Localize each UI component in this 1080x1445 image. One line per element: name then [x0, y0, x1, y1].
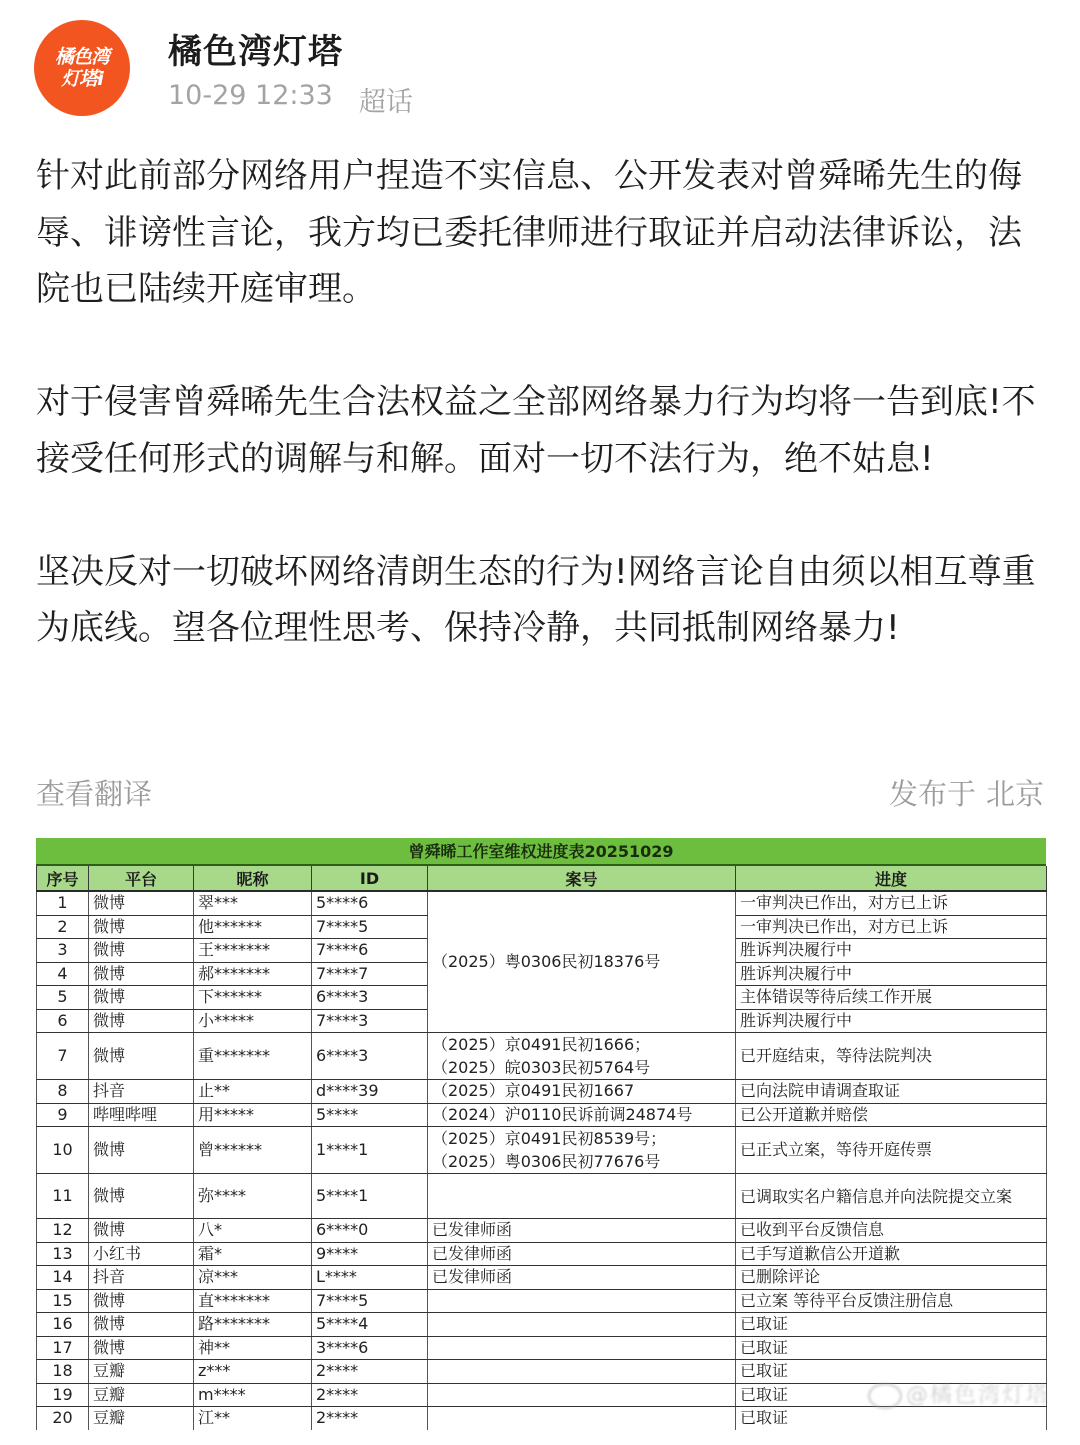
- table-row: [37, 1080, 1047, 1104]
- cell-id: 9****: [312, 1242, 428, 1266]
- cell-nickname: 弥****: [194, 1174, 312, 1219]
- cell-nickname: 霜*: [194, 1242, 312, 1266]
- post-timestamp: 10-29 12:33: [168, 80, 333, 111]
- cell-id: d****39: [312, 1080, 428, 1104]
- avatar-text-line1: 橘色湾: [54, 46, 109, 68]
- table-row: [37, 1289, 1047, 1313]
- cell-case: [428, 1336, 736, 1360]
- case-line: （2025）粤0306民初77676号: [432, 1152, 661, 1171]
- cell-id: 2****: [312, 1360, 428, 1384]
- cell-case: [428, 1360, 736, 1384]
- cell-id: 6****3: [312, 986, 428, 1010]
- cell-progress: 已收到平台反馈信息: [736, 1219, 1047, 1243]
- cell-nickname: 翠***: [194, 891, 312, 915]
- cell-no: 12: [37, 1219, 89, 1243]
- watermark-text: @橘色湾灯塔: [906, 1383, 1051, 1408]
- cell-nickname: 江**: [194, 1407, 312, 1430]
- cell-nickname: 他******: [194, 915, 312, 939]
- cell-case: [428, 1407, 736, 1430]
- post-header: [0, 0, 1080, 130]
- case-line: （2025）京0491民初8539号；: [432, 1129, 667, 1148]
- col-header-case: 案号: [428, 866, 736, 891]
- avatar[interactable]: [34, 20, 130, 116]
- cell-case: [428, 1383, 736, 1407]
- cell-nickname: 神**: [194, 1336, 312, 1360]
- table-row: [37, 1242, 1047, 1266]
- cell-progress: 已删除评论: [736, 1266, 1047, 1290]
- cell-platform: 豆瓣: [89, 1383, 194, 1407]
- cell-nickname: 直*******: [194, 1289, 312, 1313]
- cell-id: 7****5: [312, 915, 428, 939]
- cell-no: 4: [37, 962, 89, 986]
- table-header-row: [37, 866, 1047, 891]
- cell-platform: 微博: [89, 1313, 194, 1337]
- cell-progress: 已手写道歉信公开道歉: [736, 1242, 1047, 1266]
- avatar-text-line2: 灯塔i: [61, 68, 103, 90]
- table-row: [37, 1219, 1047, 1243]
- post-location: [889, 772, 1044, 813]
- table-row: [37, 1313, 1047, 1337]
- cell-platform: 微博: [89, 1033, 194, 1080]
- cell-platform: 微博: [89, 1127, 194, 1174]
- cell-no: 17: [37, 1336, 89, 1360]
- cell-progress: 已取证: [736, 1360, 1047, 1384]
- table-row: [37, 1127, 1047, 1174]
- case-line: （2025）京0491民初1666；: [432, 1035, 651, 1054]
- weibo-logo-icon: [868, 1383, 902, 1409]
- table-row: [37, 891, 1047, 915]
- post-paragraph-3: 坚决反对一切破坏网络清朗生态的行为!网络言论自由须以相互尊重为底线。望各位理性思考、保持冷静，共同抵制网络暴力!: [36, 551, 1036, 648]
- cell-platform: 微博: [89, 1009, 194, 1033]
- cell-no: 7: [37, 1033, 89, 1080]
- cell-no: 18: [37, 1360, 89, 1384]
- location-value: 北京: [985, 777, 1044, 811]
- cell-nickname: 重*******: [194, 1033, 312, 1080]
- cell-progress: 已向法院申请调查取证: [736, 1080, 1047, 1104]
- cell-no: 20: [37, 1407, 89, 1430]
- cell-nickname: 用*****: [194, 1103, 312, 1127]
- cell-no: 16: [37, 1313, 89, 1337]
- cell-no: 2: [37, 915, 89, 939]
- cell-progress: 已调取实名户籍信息并向法院提交立案: [736, 1174, 1047, 1219]
- cell-progress: 一审判决已作出，对方已上诉: [736, 891, 1047, 915]
- cell-id: 2****: [312, 1407, 428, 1430]
- cell-id: 2****: [312, 1383, 428, 1407]
- weibo-watermark: [868, 1378, 1050, 1409]
- cell-nickname: 郝*******: [194, 962, 312, 986]
- cell-platform: 微博: [89, 1289, 194, 1313]
- cell-progress: 胜诉判决履行中: [736, 1009, 1047, 1033]
- cell-progress: 胜诉判决履行中: [736, 962, 1047, 986]
- cell-progress: 已取证: [736, 1313, 1047, 1337]
- cell-nickname: 路*******: [194, 1313, 312, 1337]
- cell-platform: 哔哩哔哩: [89, 1103, 194, 1127]
- cell-platform: 小红书: [89, 1242, 194, 1266]
- cell-nickname: m****: [194, 1383, 312, 1407]
- cell-platform: 微博: [89, 939, 194, 963]
- cell-id: 7****6: [312, 939, 428, 963]
- cell-platform: 抖音: [89, 1080, 194, 1104]
- cell-progress: 已公开道歉并赔偿: [736, 1103, 1047, 1127]
- cell-id: 5****1: [312, 1174, 428, 1219]
- cell-platform: 豆瓣: [89, 1407, 194, 1430]
- cell-progress: 胜诉判决履行中: [736, 939, 1047, 963]
- table-row: [37, 1174, 1047, 1219]
- cell-id: 1****1: [312, 1127, 428, 1174]
- col-header-no: 序号: [37, 866, 89, 891]
- cell-case: [428, 1127, 736, 1174]
- translate-link[interactable]: 查看翻译: [36, 777, 153, 811]
- cell-progress: 已取证: [736, 1336, 1047, 1360]
- cell-id: 5****4: [312, 1313, 428, 1337]
- cell-no: 15: [37, 1289, 89, 1313]
- cell-nickname: 凉***: [194, 1266, 312, 1290]
- cell-platform: 微博: [89, 1219, 194, 1243]
- cell-case: （2025）京0491民初1667: [428, 1080, 736, 1104]
- cell-progress: 已取证: [736, 1383, 1047, 1407]
- sheet-title: 曾舜晞工作室维权进度表20251029: [36, 838, 1046, 866]
- cell-case: 已发律师函: [428, 1242, 736, 1266]
- cell-no: 8: [37, 1080, 89, 1104]
- cell-platform: 微博: [89, 962, 194, 986]
- cell-id: 6****0: [312, 1219, 428, 1243]
- table-row: [37, 1336, 1047, 1360]
- cell-nickname: 八*: [194, 1219, 312, 1243]
- post-paragraph-1: 针对此前部分网络用户捏造不实信息、公开发表对曾舜晞先生的侮辱、诽谤性言论，我方均已委托律师进行取证并启动法律诉讼，法院也已陆续开庭审理。: [36, 156, 1022, 309]
- cell-no: 10: [37, 1127, 89, 1174]
- cell-case: [428, 1033, 736, 1080]
- cell-nickname: 曾******: [194, 1127, 312, 1174]
- cell-progress: 主体错误等待后续工作开展: [736, 986, 1047, 1010]
- post-source-link[interactable]: 超话: [358, 87, 413, 118]
- cell-progress: 一审判决已作出，对方已上诉: [736, 915, 1047, 939]
- progress-table: [36, 866, 1047, 1430]
- cell-progress: 已开庭结束，等待法院判决: [736, 1033, 1047, 1080]
- cell-nickname: 王*******: [194, 939, 312, 963]
- cell-id: 5****6: [312, 891, 428, 915]
- cell-no: 14: [37, 1266, 89, 1290]
- post-paragraph-2: 对于侵害曾舜晞先生合法权益之全部网络暴力行为均将一告到底!不接受任何形式的调解与和解。面对一切不法行为，绝不姑息!: [36, 382, 1036, 479]
- cell-no: 19: [37, 1383, 89, 1407]
- cell-platform: 抖音: [89, 1266, 194, 1290]
- cell-no: 9: [37, 1103, 89, 1127]
- cell-no: 1: [37, 891, 89, 915]
- col-header-id: ID: [312, 866, 428, 891]
- cell-nickname: z***: [194, 1360, 312, 1384]
- col-header-nickname: 昵称: [194, 866, 312, 891]
- table-row: [37, 1407, 1047, 1430]
- cell-case-merged: （2025）粤0306民初18376号: [428, 891, 736, 1033]
- col-header-platform: 平台: [89, 866, 194, 891]
- cell-case: 已发律师函: [428, 1219, 736, 1243]
- cell-case: [428, 1174, 736, 1219]
- cell-case: [428, 1313, 736, 1337]
- cell-no: 3: [37, 939, 89, 963]
- cell-no: 5: [37, 986, 89, 1010]
- cell-id: 7****7: [312, 962, 428, 986]
- location-prefix: 发布于: [888, 777, 976, 811]
- cell-case: （2024）沪0110民诉前调24874号: [428, 1103, 736, 1127]
- cell-nickname: 下******: [194, 986, 312, 1010]
- cell-id: L****: [312, 1266, 428, 1290]
- cell-id: 5****: [312, 1103, 428, 1127]
- table-row: [37, 1266, 1047, 1290]
- cell-progress: 已正式立案，等待开庭传票: [736, 1127, 1047, 1174]
- cell-nickname: 止**: [194, 1080, 312, 1104]
- post-footer: [36, 772, 1044, 813]
- table-row: [37, 1103, 1047, 1127]
- cell-no: 11: [37, 1174, 89, 1219]
- cell-no: 6: [37, 1009, 89, 1033]
- table-row: [37, 1033, 1047, 1080]
- cell-no: 13: [37, 1242, 89, 1266]
- post-body: [36, 148, 1046, 657]
- post-meta: [168, 80, 413, 119]
- cell-id: 3****6: [312, 1336, 428, 1360]
- cell-platform: 微博: [89, 986, 194, 1010]
- cell-platform: 微博: [89, 915, 194, 939]
- cell-id: 7****5: [312, 1289, 428, 1313]
- cell-id: 7****3: [312, 1009, 428, 1033]
- cell-case: [428, 1289, 736, 1313]
- cell-platform: 微博: [89, 1174, 194, 1219]
- cell-id: 6****3: [312, 1033, 428, 1080]
- cell-nickname: 小*****: [194, 1009, 312, 1033]
- case-line: （2025）皖0303民初5764号: [432, 1058, 651, 1077]
- progress-table-image[interactable]: [36, 838, 1046, 1430]
- author-name[interactable]: 橘色湾灯塔: [168, 32, 343, 72]
- cell-progress: 已立案 等待平台反馈注册信息: [736, 1289, 1047, 1313]
- cell-platform: 豆瓣: [89, 1360, 194, 1384]
- cell-progress: 已取证: [736, 1407, 1047, 1430]
- col-header-progress: 进度: [736, 866, 1047, 891]
- cell-platform: 微博: [89, 1336, 194, 1360]
- cell-case: 已发律师函: [428, 1266, 736, 1290]
- cell-platform: 微博: [89, 891, 194, 915]
